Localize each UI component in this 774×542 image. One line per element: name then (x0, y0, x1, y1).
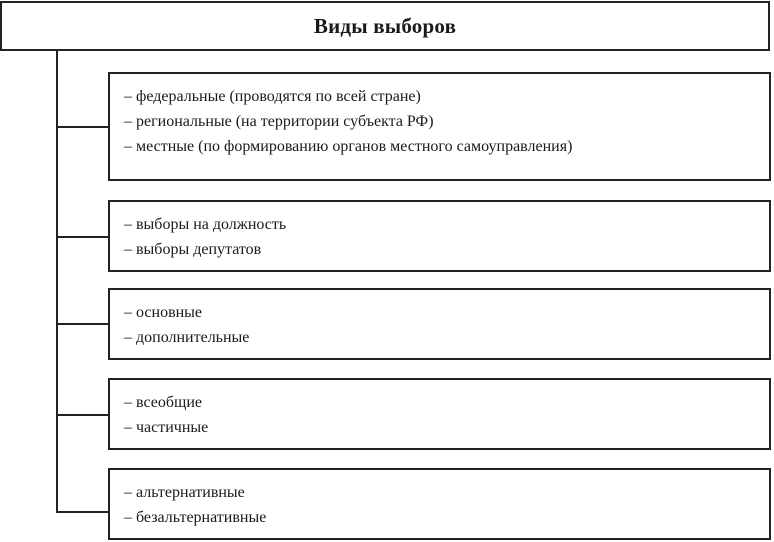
connector-branch-1 (56, 126, 109, 128)
group-item: – всеобщие (124, 394, 202, 411)
connector-branch-2 (56, 236, 109, 238)
group-box-coverage (108, 378, 771, 450)
group-item: – дополнительные (124, 329, 250, 346)
group-box-alternative (108, 468, 771, 540)
group-box-territorial (108, 72, 771, 181)
group-box-order (108, 288, 771, 360)
group-item: – основные (124, 304, 203, 321)
group-item: – региональные (на территории субъекта РФ) (124, 113, 434, 130)
diagram-title: Виды выборов (313, 13, 457, 38)
group-item: – федеральные (проводятся по всей стране) (124, 88, 421, 105)
group-item: – выборы на должность (124, 216, 287, 233)
group-item: – частичные (124, 419, 209, 436)
group-item: – выборы депутатов (124, 241, 262, 258)
connector-branch-5 (56, 511, 109, 513)
group-item: – местные (по формированию органов местного самоуправления) (124, 138, 573, 155)
connector-branch-4 (56, 414, 109, 416)
group-item: – безальтернативные (124, 509, 267, 526)
connector-branch-3 (56, 323, 109, 325)
connector-trunk (56, 51, 58, 513)
group-item: – альтернативные (124, 484, 245, 501)
group-box-object (108, 200, 771, 272)
title-box (0, 1, 770, 51)
